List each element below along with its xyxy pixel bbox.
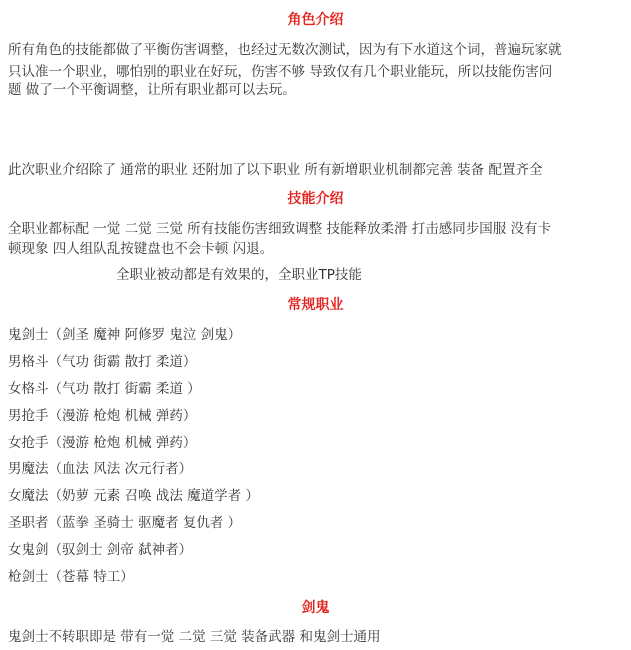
class-intro-note: 此次职业介绍除了 通常的职业 还附加了以下职业 所有新增职业机制都完善 装备 配置齐全 <box>8 162 543 178</box>
class-list-item: 圣职者（蓝拳 圣骑士 驱魔者 复仇者 ） <box>8 515 242 531</box>
sword-ghost-line-1: 鬼剑士不转职即是 带有一觉 二觉 三觉 装备武器 和鬼剑士通用 <box>8 629 381 645</box>
heading-role-intro: 角色介绍 <box>287 12 344 28</box>
class-list-item: 鬼剑士（剑圣 魔神 阿修罗 鬼泣 剑鬼） <box>8 327 242 343</box>
heading-skill-intro: 技能介绍 <box>287 191 344 207</box>
class-list-item: 女鬼剑（驭剑士 剑帝 弑神者） <box>8 542 193 558</box>
class-list-item: 枪剑士（苍幕 特工） <box>8 569 134 585</box>
role-intro-line-1: 所有角色的技能都做了平衡伤害调整，也经过无数次测试，因为有下水道这个词，普遍玩家就 <box>8 42 562 58</box>
role-intro-line-3: 题 做了一个平衡调整，让所有职业都可以去玩。 <box>8 82 296 98</box>
role-intro-line-2: 只认准一个职业，哪怕别的职业在好玩，伤害不够 导致仅有几个职业能玩，所以技能伤害问 <box>8 64 553 80</box>
class-list-item: 女魔法（奶萝 元素 召唤 战法 魔道学者 ） <box>8 488 259 504</box>
heading-sword-ghost: 剑鬼 <box>301 600 330 616</box>
skill-intro-line-1: 全职业都标配 一觉 二觉 三觉 所有技能伤害细致调整 技能释放柔滑 打击感同步国服 没有卡 <box>8 221 552 237</box>
heading-regular-classes: 常规职业 <box>287 297 344 313</box>
class-list-item: 男魔法（血法 风法 次元行者） <box>8 461 193 477</box>
skill-intro-line-2: 顿现象 四人组队乱按键盘也不会卡顿 闪退。 <box>8 241 274 257</box>
class-list-item: 女格斗（气功 散打 街霸 柔道 ） <box>8 381 201 397</box>
skill-passive-note: 全职业被动都是有效果的，全职业TP技能 <box>116 267 362 283</box>
class-list-item: 男格斗（气功 街霸 散打 柔道） <box>8 354 197 370</box>
class-list-item: 女抢手（漫游 枪炮 机械 弹药） <box>8 435 197 451</box>
class-list-item: 男抢手（漫游 枪炮 机械 弹药） <box>8 408 197 424</box>
